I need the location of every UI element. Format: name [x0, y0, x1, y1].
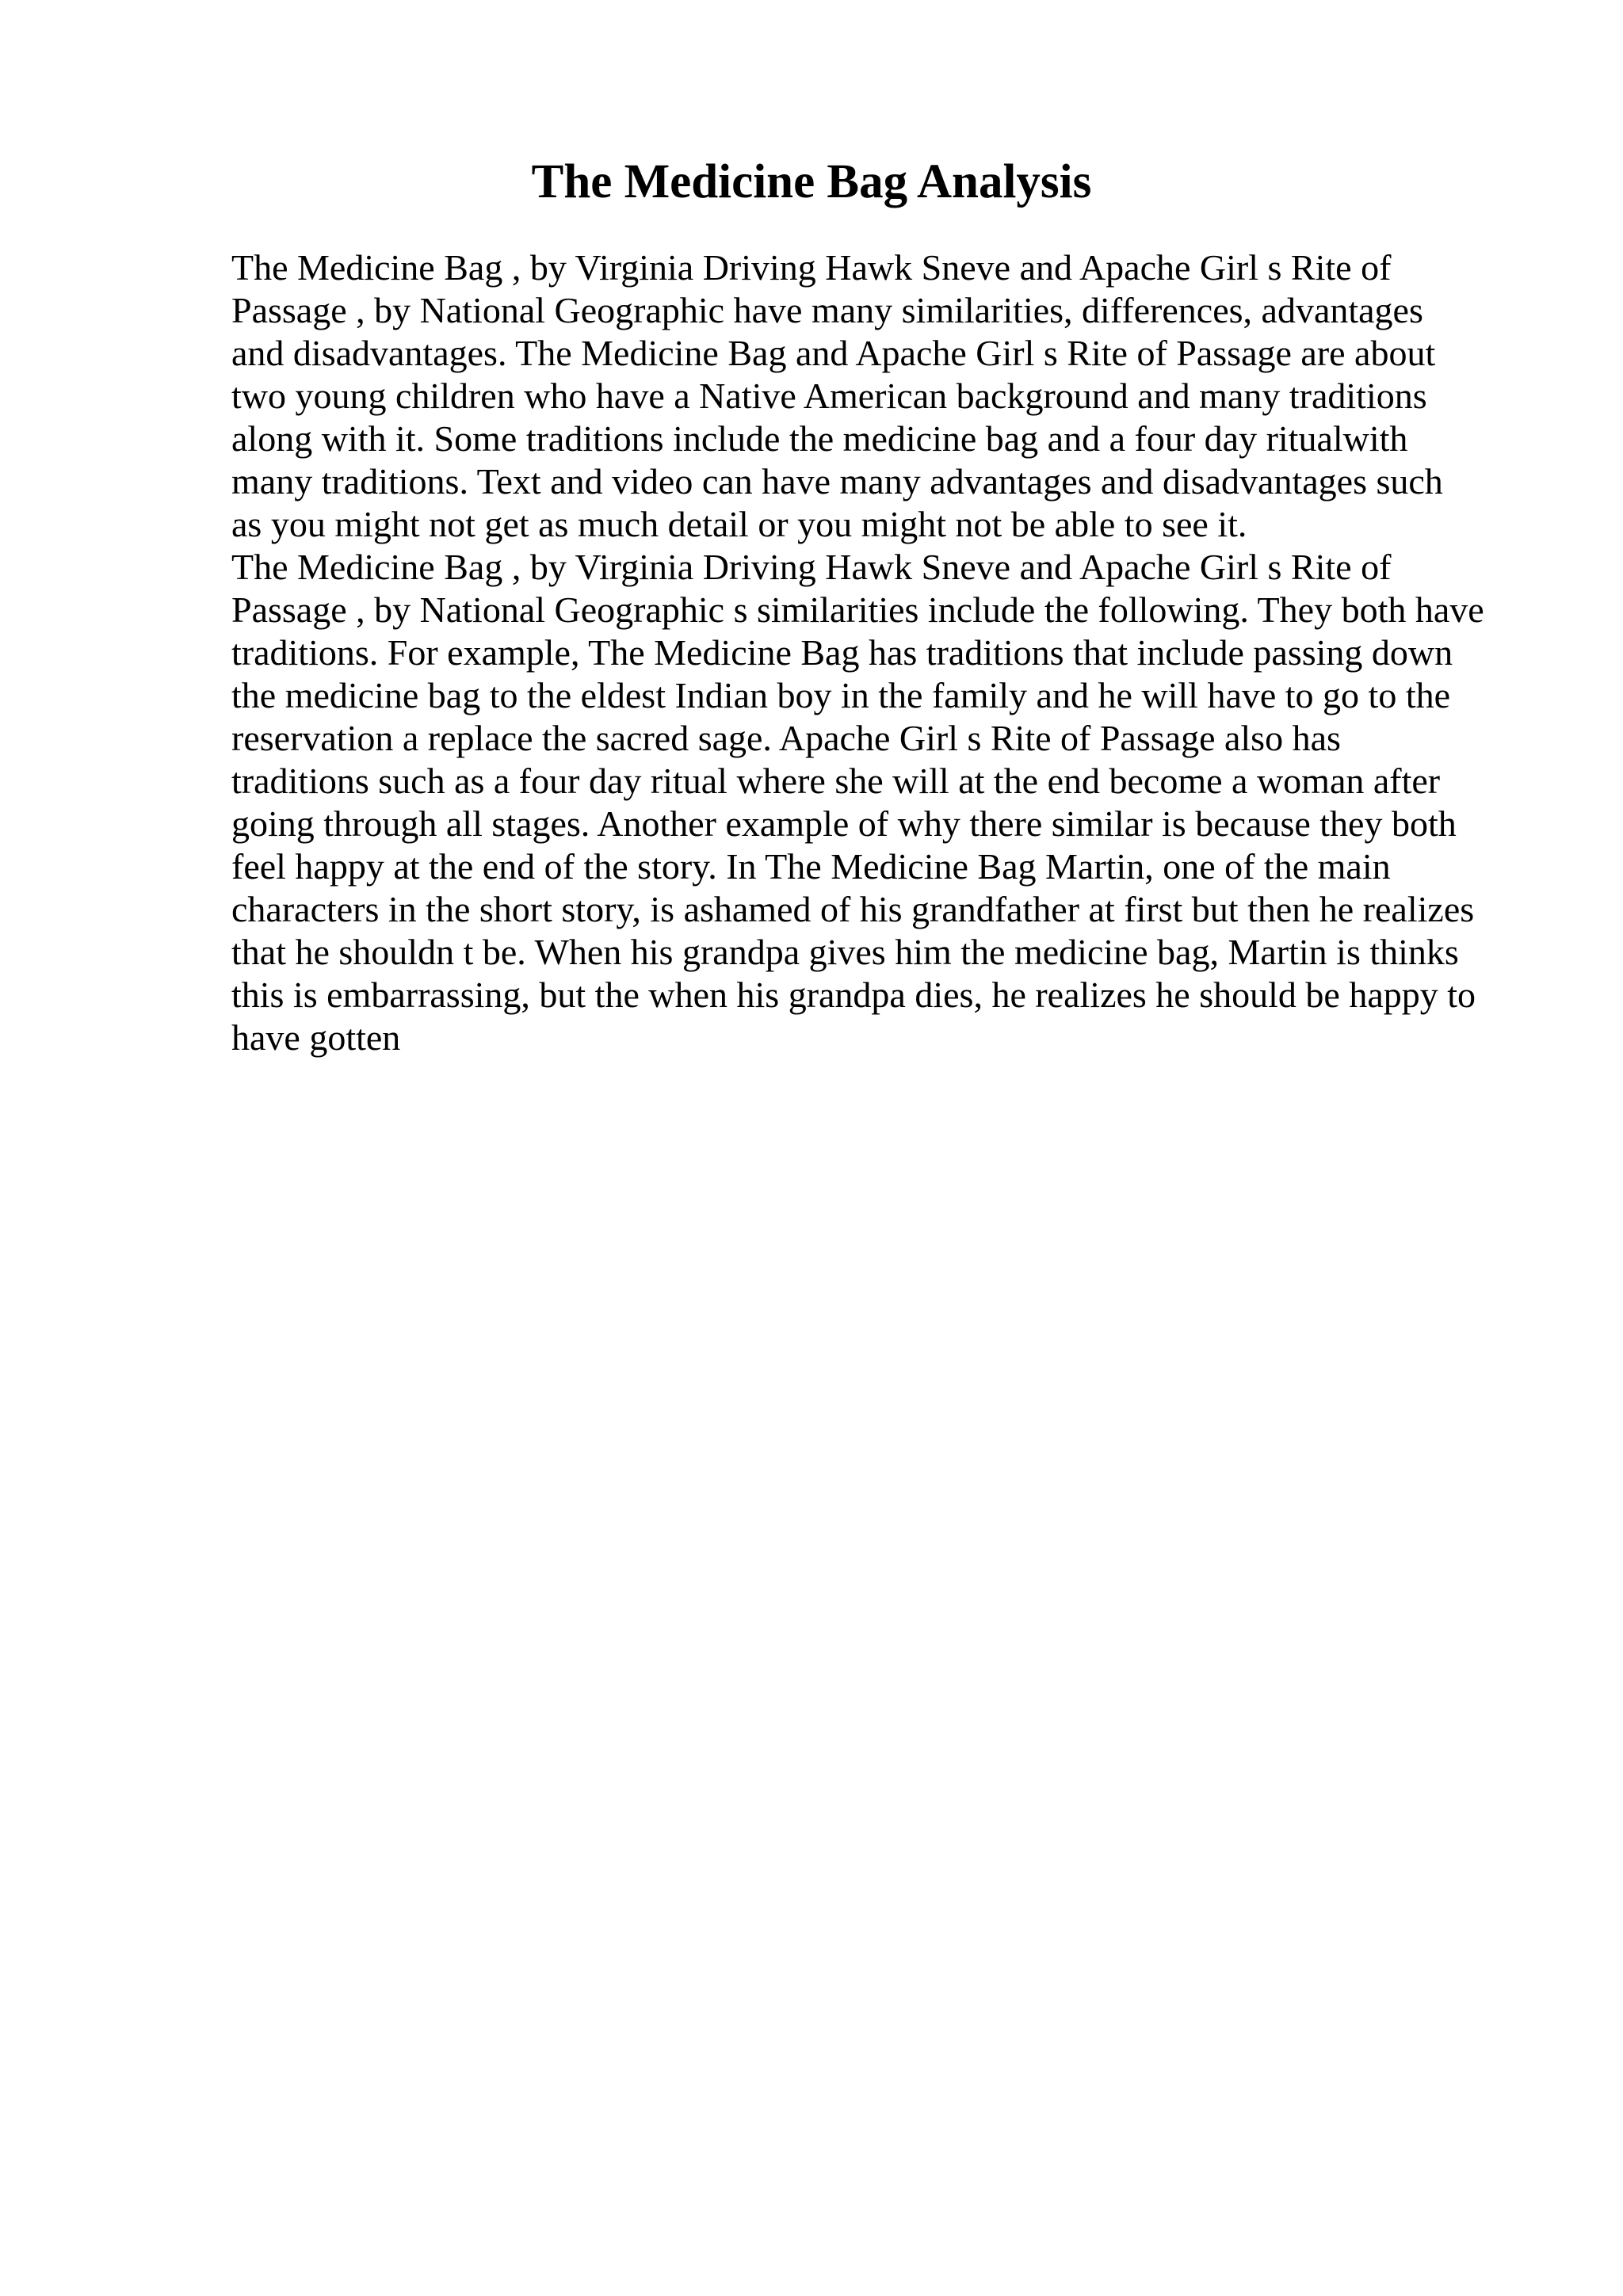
text-line: traditions such as a four day ritual where she will at the end become a woman after	[231, 761, 1441, 801]
text-line: the medicine bag to the eldest Indian boy in the family and he will have to go to the	[231, 675, 1451, 715]
text-line: as you might not get as much detail or you might not be able to see it.	[231, 504, 1247, 544]
text-line: going through all stages. Another example of why there similar is because they both	[231, 803, 1457, 844]
text-line: reservation a replace the sacred sage. Apache Girl s Rite of Passage also has	[231, 718, 1341, 758]
text-line: two young children who have a Native American background and many traditions	[231, 376, 1427, 416]
text-line: that he shouldn t be. When his grandpa gives him the medicine bag, Martin is thinks	[231, 932, 1459, 972]
text-line: The Medicine Bag , by Virginia Driving Hawk Sneve and Apache Girl s Rite of	[231, 247, 1392, 288]
text-line: Passage , by National Geographic have many similarities, differences, advantages	[231, 290, 1423, 330]
text-line: have gotten	[231, 1017, 401, 1058]
text-line: along with it. Some traditions include the medicine bag and a four day ritualwith	[231, 418, 1408, 459]
text-line: feel happy at the end of the story. In The Medicine Bag Martin, one of the main	[231, 846, 1391, 887]
body-text	[231, 246, 1594, 1059]
text-line: characters in the short story, is ashamed of his grandfather at first but then he realizes	[231, 889, 1475, 929]
text-line: and disadvantages. The Medicine Bag and Apache Girl s Rite of Passage are about	[231, 333, 1436, 373]
text-line: The Medicine Bag , by Virginia Driving Hawk Sneve and Apache Girl s Rite of	[231, 547, 1392, 587]
text-line: traditions. For example, The Medicine Bag has traditions that include passing down	[231, 632, 1453, 673]
text-line: Passage , by National Geographic s similarities include the following. They both have	[231, 589, 1484, 630]
text-line: many traditions. Text and video can have many advantages and disadvantages such	[231, 461, 1443, 502]
document-title: The Medicine Bag Analysis	[531, 155, 1092, 208]
text-line: this is embarrassing, but the when his grandpa dies, he realizes he should be happy to	[231, 974, 1476, 1015]
